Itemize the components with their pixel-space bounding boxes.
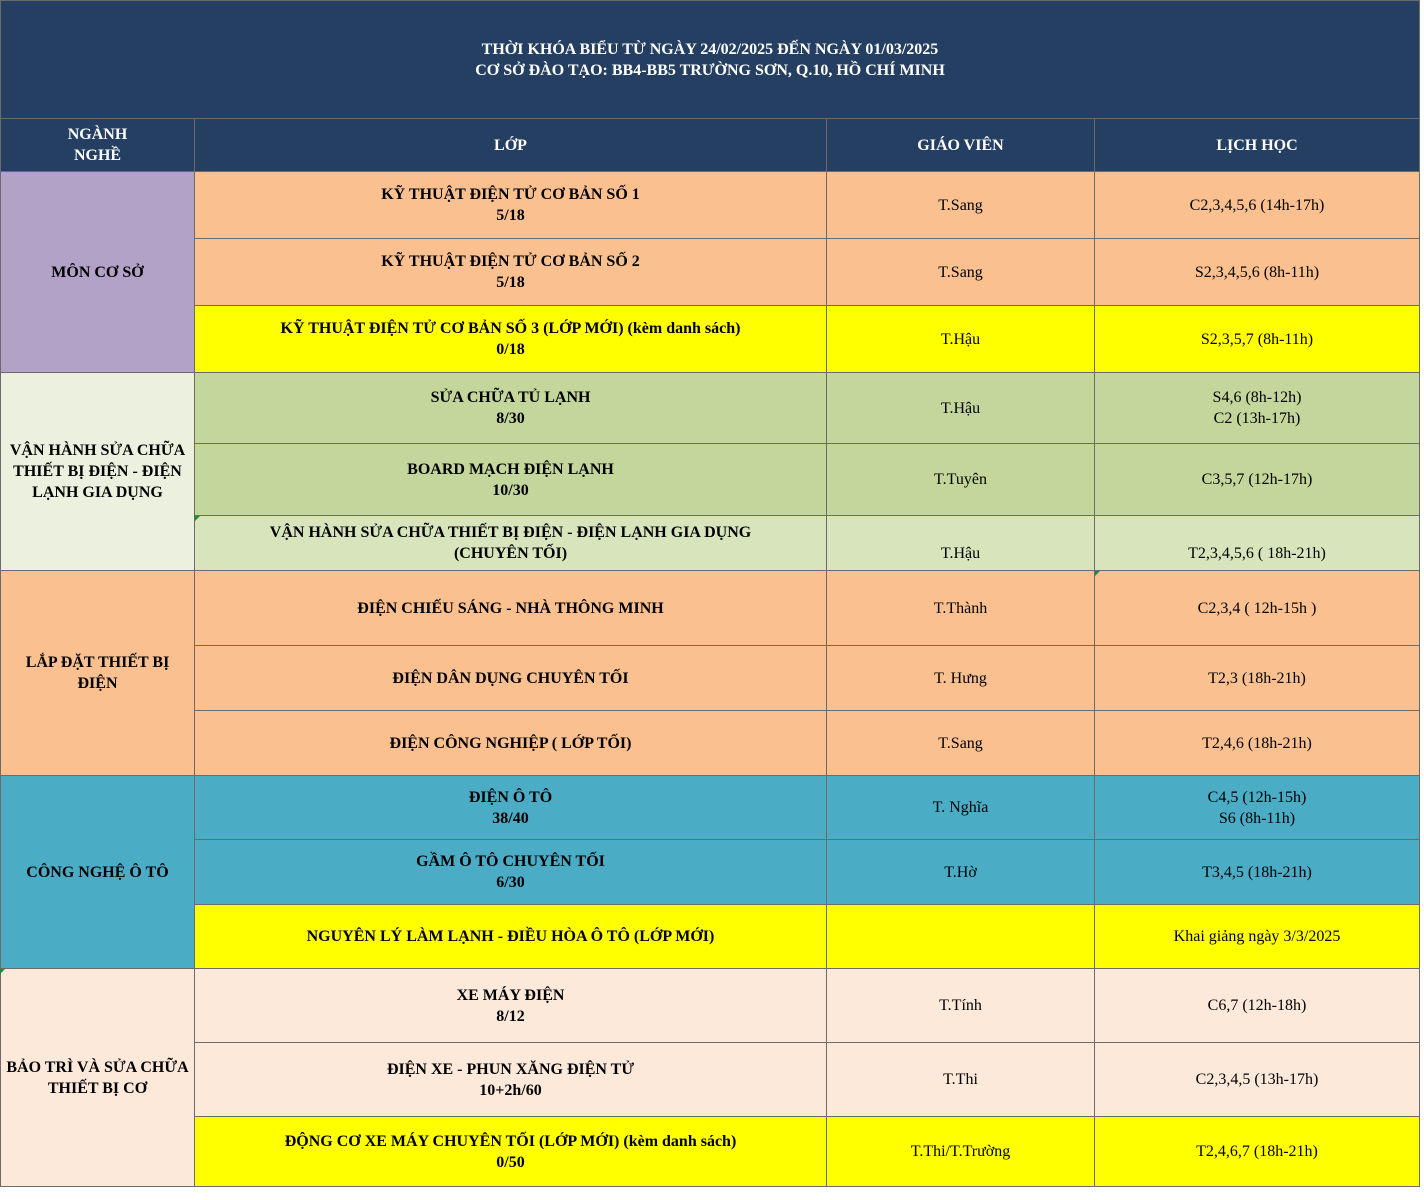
class-name: KỸ THUẬT ĐIỆN TỬ CƠ BẢN SỐ 2 [381, 253, 640, 270]
teacher-cell [827, 444, 1095, 516]
teacher-name: T.Sang [938, 734, 983, 752]
group-name-line: THIẾT BỊ CƠ [47, 1079, 148, 1097]
group-name-line: BẢO TRÌ VÀ SỬA CHỮA [6, 1058, 189, 1076]
schedule-cell [1095, 306, 1420, 373]
schedule-line: C4,5 (12h-15h) [1207, 788, 1307, 806]
class-name: ĐIỆN XE - PHUN XĂNG ĐIỆN TỬ [386, 1060, 635, 1078]
teacher-cell [827, 969, 1095, 1043]
group-name-line: ĐIỆN [77, 675, 118, 692]
class-cell [195, 239, 827, 306]
class-cell [195, 306, 827, 373]
class-enrollment: 38/40 [492, 809, 529, 827]
class-name: SỬA CHỮA TỦ LẠNH [430, 389, 591, 406]
class-name: KỸ THUẬT ĐIỆN TỬ CƠ BẢN SỐ 3 (LỚP MỚI) (kèm danh sách) [280, 320, 741, 337]
schedule-line: T2,3,4,5,6 ( 18h-21h) [1188, 545, 1326, 562]
class-cell [195, 373, 827, 444]
schedule-cell [1095, 905, 1420, 969]
timetable-title [0, 0, 1420, 119]
group-cell [0, 172, 195, 373]
teacher-cell [827, 516, 1095, 571]
title-line-1: THỜI KHÓA BIỂU TỪ NGÀY 24/02/2025 ĐẾN NGÀY 01/03/2025 [481, 40, 939, 58]
schedule-line: T2,4,6 (18h-21h) [1202, 734, 1312, 752]
class-cell [195, 1043, 827, 1117]
schedule-cell [1095, 1117, 1420, 1187]
header-lich-hoc [1095, 119, 1420, 172]
class-name: XE MÁY ĐIỆN [456, 986, 565, 1004]
class-name: ĐIỆN CHIẾU SÁNG - NHÀ THÔNG MINH [357, 599, 664, 617]
class-name: NGUYÊN LÝ LÀM LẠNH - ĐIỀU HÒA Ô TÔ (LỚP MỚI) [306, 928, 715, 945]
teacher-name: T. Nghĩa [932, 799, 989, 816]
teacher-name: T. Hưng [934, 669, 987, 687]
schedule-cell [1095, 516, 1420, 571]
teacher-cell [827, 571, 1095, 646]
class-name: BOARD MẠCH ĐIỆN LẠNH [407, 460, 614, 478]
schedule-cell [1095, 840, 1420, 905]
schedule-line: S4,6 (8h-12h) [1212, 389, 1302, 406]
teacher-cell [827, 1117, 1095, 1187]
teacher-name: T.Hậu [940, 399, 981, 417]
class-cell [195, 711, 827, 776]
teacher-cell [827, 239, 1095, 306]
header-lich-hoc-label: LỊCH HỌC [1216, 136, 1298, 154]
group-cell [0, 571, 195, 776]
class-enrollment: 0/50 [496, 1153, 525, 1171]
schedule-line: S2,3,5,7 (8h-11h) [1200, 330, 1314, 348]
class-cell [195, 646, 827, 711]
class-cell [195, 776, 827, 840]
teacher-cell [827, 711, 1095, 776]
schedule-line: Khai giảng ngày 3/3/2025 [1173, 928, 1341, 945]
group-name-line: VẬN HÀNH SỬA CHỮA [9, 442, 186, 459]
schedule-cell [1095, 172, 1420, 239]
teacher-cell [827, 776, 1095, 840]
teacher-cell [827, 373, 1095, 444]
schedule-line: C2,3,4,5 (13h-17h) [1195, 1071, 1319, 1088]
class-name: ĐIỆN CÔNG NGHIỆP ( LỚP TỐI) [389, 734, 632, 752]
class-enrollment: 6/30 [496, 874, 525, 891]
class-cell [195, 571, 827, 646]
schedule-cell [1095, 571, 1420, 646]
class-enrollment: 10+2h/60 [479, 1081, 542, 1099]
teacher-name: T.Thi/T.Trường [910, 1143, 1011, 1160]
class-enrollment: 10/30 [492, 481, 529, 499]
class-cell [195, 172, 827, 239]
header-giao-vien [827, 119, 1095, 172]
teacher-name: T.Tính [939, 997, 982, 1014]
class-enrollment: 8/12 [496, 1007, 525, 1025]
schedule-line: C6,7 (12h-18h) [1207, 997, 1307, 1014]
class-name: ĐỘNG CƠ XE MÁY CHUYÊN TỐI (LỚP MỚI) (kèm danh sách) [284, 1132, 737, 1150]
teacher-name: T.Hậu [940, 545, 981, 562]
group-name-line: CÔNG NGHỆ Ô TÔ [26, 863, 169, 881]
teacher-cell [827, 172, 1095, 239]
group-cell [0, 969, 195, 1187]
schedule-cell [1095, 711, 1420, 776]
header-nghe-line: NGHỀ [73, 147, 122, 164]
title-line-2: CƠ SỞ ĐÀO TẠO: BB4-BB5 TRƯỜNG SƠN, Q.10, HỒ CHÍ MINH [475, 61, 945, 79]
teacher-name: T.Hờ [944, 863, 977, 881]
schedule-line: C3,5,7 (12h-17h) [1201, 471, 1313, 488]
teacher-name: T.Thành [933, 599, 988, 617]
group-name-line: LẠNH GIA DỤNG [32, 484, 163, 501]
class-enrollment: 8/30 [496, 410, 525, 427]
teacher-name: T.Tuyên [934, 471, 987, 488]
teacher-cell [827, 840, 1095, 905]
schedule-cell [1095, 776, 1420, 840]
schedule-line: C2 (13h-17h) [1213, 410, 1301, 427]
group-cell [0, 776, 195, 969]
teacher-cell [827, 306, 1095, 373]
group-name-line: MÔN CƠ SỞ [51, 263, 144, 281]
header-lop [195, 119, 827, 172]
schedule-line: T2,4,6,7 (18h-21h) [1196, 1143, 1318, 1160]
schedule-line: S2,3,4,5,6 (8h-11h) [1194, 263, 1320, 281]
schedule-cell [1095, 239, 1420, 306]
class-cell [195, 516, 827, 571]
group-cell [0, 373, 195, 571]
schedule-line: T2,3 (18h-21h) [1208, 669, 1306, 687]
schedule-cell [1095, 1043, 1420, 1117]
class-cell [195, 969, 827, 1043]
schedule-line: T3,4,5 (18h-21h) [1202, 863, 1312, 881]
schedule-cell [1095, 373, 1420, 444]
cell-comment-marker [1095, 571, 1100, 576]
class-name: GẦM Ô TÔ CHUYÊN TỐI [416, 853, 605, 870]
class-enrollment: 5/18 [496, 274, 525, 291]
class-enrollment: 0/18 [496, 341, 525, 358]
class-name: VẬN HÀNH SỬA CHỮA THIẾT BỊ ĐIỆN - ĐIỆN LẠNH GIA DỤNG [269, 524, 752, 541]
teacher-name: T.Thi [943, 1071, 978, 1088]
teacher-cell [827, 646, 1095, 711]
class-cell [195, 840, 827, 905]
schedule-cell [1095, 646, 1420, 711]
header-nganh-nghe [0, 119, 195, 172]
class-enrollment: 5/18 [496, 207, 525, 224]
class-name: ĐIỆN DÂN DỤNG CHUYÊN TỐI [392, 669, 629, 687]
header-lop-label: LỚP [494, 136, 527, 154]
teacher-cell [827, 905, 1095, 969]
schedule-line: C2,3,4 ( 12h-15h ) [1197, 599, 1317, 617]
teacher-name: T.Sang [938, 196, 983, 214]
schedule-cell [1095, 969, 1420, 1043]
class-cell [195, 1117, 827, 1187]
class-enrollment: (CHUYÊN TỐI) [453, 545, 568, 562]
group-name-line: THIẾT BỊ ĐIỆN - ĐIỆN [13, 463, 182, 480]
group-name-line: LẮP ĐẶT THIẾT BỊ [25, 654, 170, 671]
teacher-name: T.Hậu [940, 330, 981, 348]
teacher-cell [827, 1043, 1095, 1117]
class-cell [195, 444, 827, 516]
schedule-cell [1095, 444, 1420, 516]
teacher-name: T.Sang [938, 263, 983, 281]
class-name: KỸ THUẬT ĐIỆN TỬ CƠ BẢN SỐ 1 [381, 186, 640, 203]
header-nganh-line: NGÀNH [67, 126, 128, 143]
cell-comment-marker [195, 516, 200, 521]
class-name: ĐIỆN Ô TÔ [468, 788, 553, 806]
cell-comment-marker [0, 969, 5, 974]
schedule-line: S6 (8h-11h) [1218, 809, 1296, 827]
class-cell [195, 905, 827, 969]
header-giao-vien-label: GIÁO VIÊN [917, 136, 1004, 154]
schedule-line: C2,3,4,5,6 (14h-17h) [1189, 196, 1325, 214]
